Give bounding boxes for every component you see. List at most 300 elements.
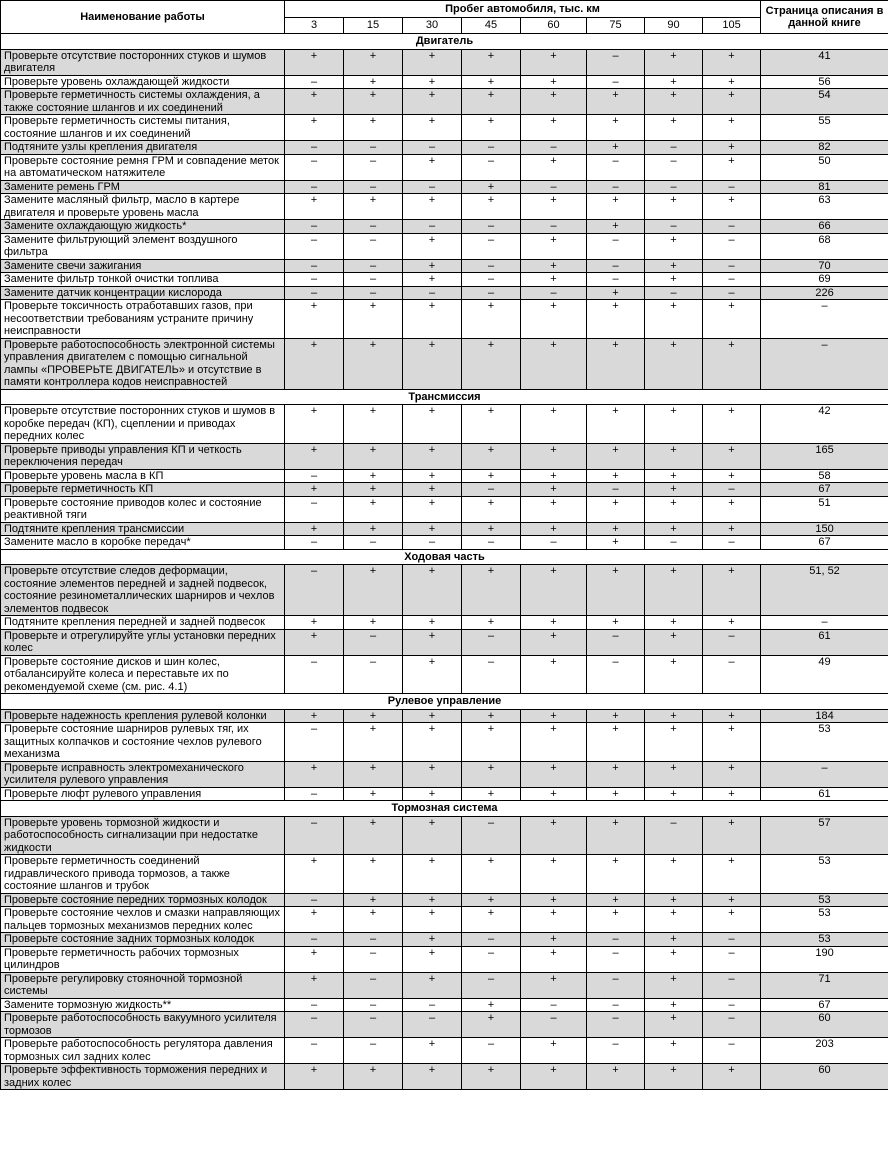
mileage-mark: + (344, 194, 403, 220)
mileage-mark: – (285, 75, 344, 89)
work-name: Проверьте состояние ремня ГРМ и совпадение меток на автоматическом натяжителе (1, 154, 285, 180)
mileage-mark: + (645, 893, 703, 907)
work-name: Проверьте отсутствие посторонних стуков и шумов двигателя (1, 49, 285, 75)
page-ref: 49 (761, 655, 888, 694)
table-row (1, 233, 888, 259)
mileage-mark: + (587, 194, 645, 220)
table-row (1, 220, 888, 234)
work-name: Проверьте регулировку стояночной тормозной системы (1, 972, 285, 998)
section-header (1, 801, 888, 817)
mileage-mark: + (285, 338, 344, 389)
mileage-mark: + (462, 469, 521, 483)
mileage-mark: + (462, 565, 521, 616)
mileage-mark: + (703, 709, 761, 723)
mileage-mark: + (521, 787, 587, 801)
mileage-mark: – (344, 286, 403, 300)
mileage-mark: + (521, 469, 587, 483)
mileage-mark: + (521, 259, 587, 273)
work-name: Проверьте люфт рулевого управления (1, 787, 285, 801)
mileage-mark: + (403, 233, 462, 259)
work-name: Проверьте исправность электромеханического усилителя рулевого управления (1, 761, 285, 787)
mileage-mark: – (462, 141, 521, 155)
mileage-mark: + (462, 496, 521, 522)
mileage-mark: – (645, 141, 703, 155)
mileage-mark: + (645, 338, 703, 389)
mileage-mark: + (521, 338, 587, 389)
mileage-mark: + (645, 405, 703, 444)
mileage-mark: + (587, 761, 645, 787)
page-ref: – (761, 761, 888, 787)
mileage-mark: + (344, 49, 403, 75)
mileage-mark: – (285, 496, 344, 522)
mileage-mark: – (587, 998, 645, 1012)
mileage-mark: + (521, 893, 587, 907)
page-ref: 53 (761, 723, 888, 762)
mileage-mark: + (645, 496, 703, 522)
mileage-mark: + (462, 180, 521, 194)
mileage-mark: + (645, 787, 703, 801)
mileage-mark: – (344, 273, 403, 287)
mileage-mark: + (462, 998, 521, 1012)
mileage-mark: + (521, 655, 587, 694)
mileage-mark: + (703, 522, 761, 536)
page-ref: – (761, 300, 888, 339)
work-name: Замените охлаждающую жидкость* (1, 220, 285, 234)
mileage-mark: – (703, 483, 761, 497)
mileage-mark: + (344, 816, 403, 855)
work-name: Проверьте уровень охлаждающей жидкости (1, 75, 285, 89)
mileage-mark: – (587, 946, 645, 972)
page-ref: 69 (761, 273, 888, 287)
mileage-mark: + (403, 75, 462, 89)
page-ref: 61 (761, 787, 888, 801)
mileage-mark: + (403, 907, 462, 933)
header-km: 75 (587, 18, 645, 34)
mileage-mark: – (703, 629, 761, 655)
header-work-name: Наименование работы (1, 1, 285, 34)
mileage-mark: – (285, 220, 344, 234)
work-name: Замените свечи зажигания (1, 259, 285, 273)
page-ref: 60 (761, 1012, 888, 1038)
mileage-mark: – (587, 483, 645, 497)
mileage-mark: + (285, 972, 344, 998)
table-row (1, 998, 888, 1012)
table-row (1, 405, 888, 444)
mileage-mark: + (462, 115, 521, 141)
mileage-mark: + (403, 787, 462, 801)
mileage-mark: + (587, 338, 645, 389)
mileage-mark: + (462, 443, 521, 469)
mileage-mark: + (403, 855, 462, 894)
mileage-mark: + (521, 273, 587, 287)
table-row (1, 300, 888, 339)
mileage-mark: – (645, 180, 703, 194)
mileage-mark: + (285, 616, 344, 630)
mileage-mark: + (403, 946, 462, 972)
mileage-mark: – (703, 536, 761, 550)
page-ref: 165 (761, 443, 888, 469)
header-page: Страница описания в данной книге (761, 1, 888, 34)
mileage-mark: + (521, 233, 587, 259)
mileage-mark: – (285, 787, 344, 801)
table-row (1, 946, 888, 972)
mileage-mark: + (587, 141, 645, 155)
mileage-mark: – (344, 933, 403, 947)
mileage-mark: + (462, 907, 521, 933)
table-row (1, 893, 888, 907)
mileage-mark: + (344, 761, 403, 787)
mileage-mark: – (462, 220, 521, 234)
mileage-mark: + (462, 893, 521, 907)
mileage-mark: – (344, 1012, 403, 1038)
page-ref: 67 (761, 998, 888, 1012)
mileage-mark: + (703, 1064, 761, 1090)
mileage-mark: + (521, 616, 587, 630)
mileage-mark: + (403, 469, 462, 483)
table-row (1, 141, 888, 155)
mileage-mark: – (344, 1038, 403, 1064)
mileage-mark: – (521, 286, 587, 300)
mileage-mark: + (403, 816, 462, 855)
mileage-mark: + (285, 907, 344, 933)
mileage-mark: + (521, 761, 587, 787)
mileage-mark: – (645, 536, 703, 550)
mileage-mark: + (587, 536, 645, 550)
mileage-mark: + (344, 565, 403, 616)
table-row (1, 115, 888, 141)
work-name: Проверьте уровень масла в КП (1, 469, 285, 483)
mileage-mark: + (403, 194, 462, 220)
work-name: Проверьте работоспособность вакуумного усилителя тормозов (1, 1012, 285, 1038)
mileage-mark: + (403, 300, 462, 339)
mileage-mark: + (344, 338, 403, 389)
mileage-mark: + (521, 496, 587, 522)
section-title: Рулевое управление (1, 694, 888, 710)
mileage-mark: + (403, 655, 462, 694)
mileage-mark: – (285, 286, 344, 300)
mileage-mark: + (703, 75, 761, 89)
page-ref: 226 (761, 286, 888, 300)
mileage-mark: + (285, 483, 344, 497)
mileage-mark: + (462, 1064, 521, 1090)
table-row (1, 522, 888, 536)
mileage-mark: + (587, 469, 645, 483)
mileage-mark: – (285, 233, 344, 259)
mileage-mark: – (344, 972, 403, 998)
work-name: Проверьте работоспособность электронной системы управления двигателем с помощью сигнальной лампы «ПРОВЕРЬТЕ ДВИГАТЕЛЬ» и отсутствие в памяти контроллера кодов неисправностей (1, 338, 285, 389)
mileage-mark: + (285, 194, 344, 220)
work-name: Проверьте и отрегулируйте углы установки передних колес (1, 629, 285, 655)
mileage-mark: + (587, 286, 645, 300)
mileage-mark: + (645, 259, 703, 273)
mileage-mark: – (703, 655, 761, 694)
page-ref: 51 (761, 496, 888, 522)
mileage-mark: + (285, 1064, 344, 1090)
mileage-mark: – (645, 154, 703, 180)
mileage-mark: – (703, 972, 761, 998)
mileage-mark: – (462, 483, 521, 497)
mileage-mark: + (703, 154, 761, 180)
work-name: Замените фильтр тонкой очистки топлива (1, 273, 285, 287)
mileage-mark: + (645, 1038, 703, 1064)
mileage-mark: + (403, 723, 462, 762)
mileage-mark: – (645, 816, 703, 855)
mileage-mark: + (645, 855, 703, 894)
mileage-mark: – (285, 536, 344, 550)
mileage-mark: + (403, 338, 462, 389)
mileage-mark: + (587, 405, 645, 444)
page-ref: 53 (761, 933, 888, 947)
page-ref: 56 (761, 75, 888, 89)
mileage-mark: + (587, 616, 645, 630)
mileage-mark: + (403, 259, 462, 273)
mileage-mark: + (403, 49, 462, 75)
mileage-mark: + (285, 300, 344, 339)
page-ref: 60 (761, 1064, 888, 1090)
page-ref: 51, 52 (761, 565, 888, 616)
mileage-mark: + (521, 1038, 587, 1064)
table-row (1, 496, 888, 522)
mileage-mark: – (462, 1038, 521, 1064)
mileage-mark: + (521, 1064, 587, 1090)
mileage-mark: + (587, 787, 645, 801)
mileage-mark: – (344, 233, 403, 259)
mileage-mark: + (462, 709, 521, 723)
mileage-mark: + (703, 855, 761, 894)
mileage-mark: + (344, 89, 403, 115)
table-row (1, 536, 888, 550)
table-row (1, 194, 888, 220)
mileage-mark: + (703, 194, 761, 220)
mileage-mark: + (645, 933, 703, 947)
mileage-mark: – (703, 286, 761, 300)
table-row (1, 154, 888, 180)
mileage-mark: + (587, 723, 645, 762)
work-name: Замените тормозную жидкость** (1, 998, 285, 1012)
mileage-mark: + (587, 220, 645, 234)
mileage-mark: + (645, 565, 703, 616)
work-name: Проверьте герметичность системы охлаждения, а также состояние шлангов и их соединений (1, 89, 285, 115)
mileage-mark: + (645, 998, 703, 1012)
mileage-mark: – (703, 233, 761, 259)
table-row (1, 933, 888, 947)
mileage-mark: + (521, 75, 587, 89)
mileage-mark: – (587, 629, 645, 655)
table-row (1, 180, 888, 194)
table-row (1, 1012, 888, 1038)
mileage-mark: + (403, 405, 462, 444)
mileage-mark: + (344, 115, 403, 141)
page-ref: 55 (761, 115, 888, 141)
mileage-mark: + (403, 89, 462, 115)
table-row (1, 761, 888, 787)
page-ref: 67 (761, 483, 888, 497)
mileage-mark: + (645, 75, 703, 89)
page-ref: 54 (761, 89, 888, 115)
mileage-mark: + (521, 855, 587, 894)
mileage-mark: + (645, 194, 703, 220)
header-km: 90 (645, 18, 703, 34)
mileage-mark: – (344, 536, 403, 550)
mileage-mark: + (645, 300, 703, 339)
mileage-mark: + (344, 723, 403, 762)
mileage-mark: – (344, 655, 403, 694)
mileage-mark: – (403, 286, 462, 300)
mileage-mark: + (645, 629, 703, 655)
mileage-mark: + (462, 89, 521, 115)
mileage-mark: – (703, 998, 761, 1012)
mileage-mark: + (344, 907, 403, 933)
mileage-mark: + (521, 946, 587, 972)
mileage-mark: – (403, 180, 462, 194)
work-name: Замените масло в коробке передач* (1, 536, 285, 550)
section-title: Тормозная система (1, 801, 888, 817)
table-row (1, 655, 888, 694)
mileage-mark: + (587, 816, 645, 855)
mileage-mark: + (521, 723, 587, 762)
mileage-mark: + (521, 49, 587, 75)
mileage-mark: + (462, 300, 521, 339)
mileage-mark: – (462, 259, 521, 273)
mileage-mark: + (645, 49, 703, 75)
mileage-mark: + (462, 338, 521, 389)
mileage-mark: – (403, 998, 462, 1012)
work-name: Проверьте уровень тормозной жидкости и работоспособность сигнализации при недостатке жидкости (1, 816, 285, 855)
mileage-mark: – (587, 1038, 645, 1064)
mileage-mark: + (403, 933, 462, 947)
mileage-mark: + (645, 907, 703, 933)
work-name: Проверьте эффективность торможения передних и задних колес (1, 1064, 285, 1090)
mileage-mark: + (645, 723, 703, 762)
table-row (1, 49, 888, 75)
mileage-mark: – (285, 998, 344, 1012)
mileage-mark: + (587, 855, 645, 894)
mileage-mark: – (645, 220, 703, 234)
page-ref: 42 (761, 405, 888, 444)
mileage-mark: + (285, 946, 344, 972)
mileage-mark: + (645, 655, 703, 694)
section-header (1, 389, 888, 405)
table-row (1, 907, 888, 933)
mileage-mark: – (587, 75, 645, 89)
mileage-mark: + (462, 75, 521, 89)
mileage-mark: + (403, 115, 462, 141)
section-title: Ходовая часть (1, 549, 888, 565)
mileage-mark: + (403, 893, 462, 907)
mileage-mark: + (403, 273, 462, 287)
mileage-mark: + (703, 338, 761, 389)
mileage-mark: + (587, 709, 645, 723)
page-ref: 82 (761, 141, 888, 155)
mileage-mark: – (344, 259, 403, 273)
mileage-mark: – (344, 180, 403, 194)
mileage-mark: + (344, 405, 403, 444)
mileage-mark: – (462, 946, 521, 972)
mileage-mark: – (285, 154, 344, 180)
table-body (1, 34, 888, 1090)
mileage-mark: – (462, 536, 521, 550)
table-row (1, 259, 888, 273)
page-ref: 66 (761, 220, 888, 234)
mileage-mark: + (344, 443, 403, 469)
mileage-mark: – (587, 154, 645, 180)
mileage-mark: + (703, 49, 761, 75)
mileage-mark: + (703, 443, 761, 469)
mileage-mark: – (587, 972, 645, 998)
mileage-mark: – (403, 1012, 462, 1038)
table-row (1, 816, 888, 855)
table-row (1, 89, 888, 115)
mileage-mark: – (285, 816, 344, 855)
mileage-mark: + (703, 115, 761, 141)
mileage-mark: – (285, 565, 344, 616)
mileage-mark: + (403, 483, 462, 497)
mileage-mark: + (587, 300, 645, 339)
mileage-mark: + (521, 154, 587, 180)
mileage-mark: – (344, 220, 403, 234)
mileage-mark: + (403, 616, 462, 630)
mileage-mark: + (703, 893, 761, 907)
page-ref: 71 (761, 972, 888, 998)
mileage-mark: + (587, 443, 645, 469)
mileage-mark: + (344, 300, 403, 339)
table-row (1, 565, 888, 616)
page-ref: 50 (761, 154, 888, 180)
mileage-mark: + (703, 787, 761, 801)
mileage-mark: + (344, 893, 403, 907)
mileage-mark: + (703, 565, 761, 616)
work-name: Проверьте состояние чехлов и смазки направляющих пальцев тормозных механизмов передних колес (1, 907, 285, 933)
header-km: 60 (521, 18, 587, 34)
mileage-mark: – (462, 286, 521, 300)
mileage-mark: – (587, 933, 645, 947)
mileage-mark: – (587, 180, 645, 194)
mileage-mark: + (403, 565, 462, 616)
mileage-mark: – (344, 629, 403, 655)
mileage-mark: – (462, 933, 521, 947)
mileage-mark: + (521, 405, 587, 444)
work-name: Проверьте токсичность отработавших газов, при несоответствии требованиям устраните причину неисправности (1, 300, 285, 339)
mileage-mark: + (703, 761, 761, 787)
mileage-mark: + (344, 522, 403, 536)
work-name: Проверьте приводы управления КП и четкость переключения передач (1, 443, 285, 469)
mileage-mark: + (645, 483, 703, 497)
work-name: Проверьте состояние задних тормозных колодок (1, 933, 285, 947)
table-row (1, 787, 888, 801)
mileage-mark: – (285, 893, 344, 907)
mileage-mark: – (703, 220, 761, 234)
mileage-mark: + (703, 816, 761, 855)
table-row (1, 1038, 888, 1064)
mileage-mark: – (344, 154, 403, 180)
mileage-mark: + (645, 233, 703, 259)
table-row (1, 286, 888, 300)
mileage-mark: – (521, 141, 587, 155)
mileage-mark: + (521, 816, 587, 855)
mileage-mark: – (285, 655, 344, 694)
page-ref: 150 (761, 522, 888, 536)
mileage-mark: – (403, 536, 462, 550)
mileage-mark: – (285, 273, 344, 287)
mileage-mark: + (285, 522, 344, 536)
mileage-mark: + (285, 855, 344, 894)
mileage-mark: + (521, 933, 587, 947)
section-title: Трансмиссия (1, 389, 888, 405)
page-ref: 67 (761, 536, 888, 550)
mileage-mark: + (587, 522, 645, 536)
mileage-mark: – (587, 655, 645, 694)
page-ref: 53 (761, 893, 888, 907)
